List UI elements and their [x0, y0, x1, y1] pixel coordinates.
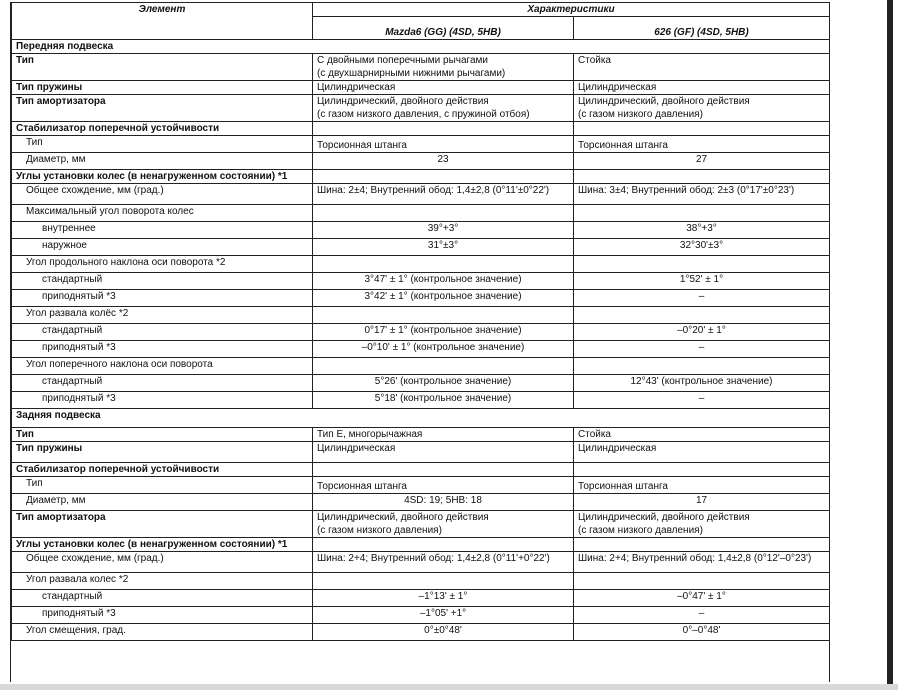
- row-label: Тип: [12, 477, 313, 494]
- value-626: [574, 358, 830, 375]
- row-label: стандартный: [12, 324, 313, 341]
- row-label: внутреннее: [12, 222, 313, 239]
- table-row: [12, 81, 830, 95]
- table-row: [12, 477, 830, 494]
- value-mazda6: Шина: 2±4; Внутренний обод: 1,4±2,8 (0°11'±0°22'): [313, 184, 574, 205]
- value-mazda6: [313, 463, 574, 477]
- table-row: [12, 222, 830, 239]
- value-mazda6: [313, 538, 574, 552]
- value-mazda6: –0°10' ± 1° (контрольное значение): [313, 341, 574, 358]
- value-626: Цилиндрическая: [574, 442, 830, 463]
- table-row: [12, 256, 830, 273]
- table-row: [12, 552, 830, 573]
- header-row-1: [12, 3, 830, 17]
- row-label: стандартный: [12, 590, 313, 607]
- table-row: [12, 324, 830, 341]
- table-row: [12, 239, 830, 256]
- value-mazda6: –1°13' ± 1°: [313, 590, 574, 607]
- value-626: 0°–0°48': [574, 624, 830, 641]
- row-label: Тип: [12, 136, 313, 153]
- value-626: –0°20' ± 1°: [574, 324, 830, 341]
- table-row: [12, 341, 830, 358]
- value-mazda6: 0°17' ± 1° (контрольное значение): [313, 324, 574, 341]
- row-label: Общее схождение, мм (град.): [12, 552, 313, 573]
- row-label: Стабилизатор поперечной устойчивости: [12, 463, 313, 477]
- value-mazda6: 3°47' ± 1° (контрольное значение): [313, 273, 574, 290]
- value-626: Цилиндрическая: [574, 81, 830, 95]
- value-mazda6: Цилиндрический, двойного действия (с газом низкого давления, с пружиной отбоя): [313, 95, 574, 122]
- table-row: [12, 95, 830, 122]
- value-626: Стойка: [574, 54, 830, 81]
- value-626: –: [574, 607, 830, 624]
- row-label: наружное: [12, 239, 313, 256]
- value-626: [574, 256, 830, 273]
- value-626: 12°43' (контрольное значение): [574, 375, 830, 392]
- table-row: [12, 573, 830, 590]
- value-mazda6: [313, 122, 574, 136]
- value-mazda6: 5°26' (контрольное значение): [313, 375, 574, 392]
- value-626: –: [574, 290, 830, 307]
- row-label: приподнятый *3: [12, 290, 313, 307]
- value-626: Цилиндрический, двойного действия (с газом низкого давления): [574, 95, 830, 122]
- table-row: [12, 184, 830, 205]
- row-label: Тип: [12, 54, 313, 81]
- value-626: [574, 538, 830, 552]
- value-mazda6: 39°+3°: [313, 222, 574, 239]
- table-row: [12, 375, 830, 392]
- row-label: Угол смещения, град.: [12, 624, 313, 641]
- value-mazda6: –1°05' +1°: [313, 607, 574, 624]
- section-title: Задняя подвеска: [12, 409, 830, 428]
- header-element: Элемент: [12, 3, 313, 40]
- value-mazda6: Торсионная штанга: [313, 477, 574, 494]
- value-626: [574, 170, 830, 184]
- header-characteristics: Характеристики: [313, 3, 830, 17]
- table-row: [12, 624, 830, 641]
- value-626: 32°30'±3°: [574, 239, 830, 256]
- value-626: Шина: 3±4; Внутренний обод: 2±3 (0°17'±0°23'): [574, 184, 830, 205]
- value-626: –0°47' ± 1°: [574, 590, 830, 607]
- table-row: [12, 122, 830, 136]
- value-mazda6: [313, 307, 574, 324]
- value-mazda6: Шина: 2+4; Внутренний обод: 1,4±2,8 (0°11'+0°22'): [313, 552, 574, 573]
- row-label: Максимальный угол поворота колес: [12, 205, 313, 222]
- row-label: Углы установки колес (в ненагруженном состоянии) *1: [12, 538, 313, 552]
- value-mazda6: 0°±0°48': [313, 624, 574, 641]
- row-label: Угол развала колёс *2: [12, 307, 313, 324]
- table-row: [12, 170, 830, 184]
- table-row: [12, 307, 830, 324]
- row-label: Тип пружины: [12, 442, 313, 463]
- row-label: стандартный: [12, 375, 313, 392]
- value-626: Торсионная штанга: [574, 136, 830, 153]
- value-mazda6: Тип Е, многорычажная: [313, 428, 574, 442]
- value-mazda6: С двойными поперечными рычагами (с двухшарнирными нижними рычагами): [313, 54, 574, 81]
- table-row: [12, 153, 830, 170]
- table-row: [12, 205, 830, 222]
- row-label: Диаметр, мм: [12, 153, 313, 170]
- table-body: [12, 40, 830, 641]
- value-mazda6: [313, 358, 574, 375]
- table-row: [12, 494, 830, 511]
- value-626: Торсионная штанга: [574, 477, 830, 494]
- section-title: Передняя подвеска: [12, 40, 830, 54]
- row-label: Угол продольного наклона оси поворота *2: [12, 256, 313, 273]
- row-label: Тип пружины: [12, 81, 313, 95]
- value-mazda6: Цилиндрическая: [313, 81, 574, 95]
- value-626: [574, 307, 830, 324]
- specification-table: [11, 2, 830, 641]
- value-mazda6: 4SD: 19; 5HB: 18: [313, 494, 574, 511]
- table-row: [12, 290, 830, 307]
- table-row: [12, 511, 830, 538]
- value-626: [574, 573, 830, 590]
- page-edge-bar: [887, 0, 893, 690]
- value-mazda6: 5°18' (контрольное значение): [313, 392, 574, 409]
- value-626: 27: [574, 153, 830, 170]
- row-label: Тип: [12, 428, 313, 442]
- bottom-scroll-strip: [0, 684, 898, 690]
- row-label: стандартный: [12, 273, 313, 290]
- value-626: 38°+3°: [574, 222, 830, 239]
- value-mazda6: 23: [313, 153, 574, 170]
- table-row: [12, 54, 830, 81]
- value-626: [574, 205, 830, 222]
- table-row: [12, 607, 830, 624]
- value-mazda6: 3°42' ± 1° (контрольное значение): [313, 290, 574, 307]
- row-label: Стабилизатор поперечной устойчивости: [12, 122, 313, 136]
- table-row: [12, 392, 830, 409]
- value-mazda6: Цилиндрическая: [313, 442, 574, 463]
- header-col-626: 626 (GF) (4SD, 5HB): [574, 17, 830, 40]
- value-mazda6: [313, 170, 574, 184]
- value-mazda6: 31°±3°: [313, 239, 574, 256]
- spec-document: [10, 2, 830, 682]
- row-label: Угол развала колес *2: [12, 573, 313, 590]
- row-label: Углы установки колес (в ненагруженном состоянии) *1: [12, 170, 313, 184]
- row-label: приподнятый *3: [12, 392, 313, 409]
- value-626: 1°52' ± 1°: [574, 273, 830, 290]
- value-626: –: [574, 392, 830, 409]
- table-row: [12, 590, 830, 607]
- table-row: [12, 136, 830, 153]
- value-626: 17: [574, 494, 830, 511]
- value-mazda6: [313, 205, 574, 222]
- header-col-mazda6: Mazda6 (GG) (4SD, 5HB): [313, 17, 574, 40]
- value-626: Шина: 2+4; Внутренний обод: 1,4±2,8 (0°12'–0°23'): [574, 552, 830, 573]
- value-mazda6: [313, 573, 574, 590]
- section-row: [12, 409, 830, 428]
- row-label: Диаметр, мм: [12, 494, 313, 511]
- row-label: приподнятый *3: [12, 607, 313, 624]
- table-row: [12, 428, 830, 442]
- value-mazda6: Цилиндрический, двойного действия (с газом низкого давления): [313, 511, 574, 538]
- value-626: Стойка: [574, 428, 830, 442]
- table-row: [12, 358, 830, 375]
- value-626: [574, 122, 830, 136]
- section-row: [12, 40, 830, 54]
- row-label: приподнятый *3: [12, 341, 313, 358]
- table-row: [12, 442, 830, 463]
- row-label: Общее схождение, мм (град.): [12, 184, 313, 205]
- value-mazda6: [313, 256, 574, 273]
- table-row: [12, 538, 830, 552]
- table-row: [12, 463, 830, 477]
- row-label: Тип амортизатора: [12, 511, 313, 538]
- value-626: [574, 463, 830, 477]
- row-label: Угол поперечного наклона оси поворота: [12, 358, 313, 375]
- table-row: [12, 273, 830, 290]
- value-mazda6: Торсионная штанга: [313, 136, 574, 153]
- value-626: –: [574, 341, 830, 358]
- row-label: Тип амортизатора: [12, 95, 313, 122]
- value-626: Цилиндрический, двойного действия (с газом низкого давления): [574, 511, 830, 538]
